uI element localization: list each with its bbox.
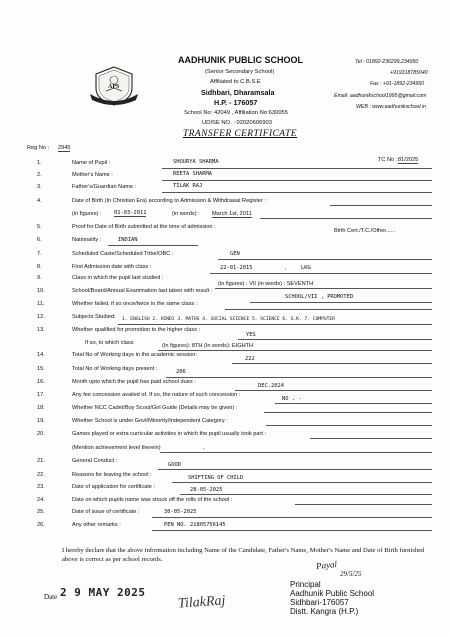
row-label: Whether School is under Govt/Minority/Independent Category : [72,418,228,424]
row-number: 26. [37,522,45,528]
row-label: Name of Pupil : [72,160,111,166]
row-label: Any fee concession availed of. If so, the nature of such concession : [72,392,241,398]
school-address-1: Sidhbari, Dharamsala [201,88,275,97]
row-value: 1. ENGLISH 2. HINDI 3. MATHS 4. SOCIAL SCIENCE 5. SCIENCE 6. G.K. 7. COMPUTER [122,317,335,322]
row-number: 15. [37,366,45,372]
school-number: School No: 42049 , Affiliation No:630055 [184,110,288,116]
fax-number: Fax : +91-1892-234950 [370,81,425,87]
row-value: PEN NO. 21805756145 [164,522,226,528]
row-number: 22. [37,472,45,478]
row-line [310,438,432,439]
date-label: Date [44,593,58,601]
school-level: (Senior Secondary School) [205,69,275,75]
row-line [152,530,432,531]
row-value: 28-05-2025 [190,487,223,493]
row-number: 2. [37,172,42,178]
row-line [162,180,432,181]
row-line [260,218,432,219]
row-number: 17. [37,392,45,398]
row-line [225,309,432,310]
row-label: Date on which pupils name was struck off the rolls of the school : [72,497,233,503]
row-number: 12. [37,314,45,320]
row-line [295,504,432,505]
row-value: SHIFTING OF CHILD [188,475,244,481]
row-label: Proof for Date of Birth submitted at the time of admission : [72,224,216,230]
row-value: SCHOOL/VII , PROMOTED [285,294,354,300]
row-value: 22-01-2015 [220,265,253,271]
row-number: 1. [37,160,42,166]
row-label: Subjects Studied: [72,314,116,320]
row-number: 6. [37,237,42,243]
row-label: Any other remarks : [72,522,121,528]
row-line [235,390,432,391]
row-number: 3. [37,184,42,190]
row-number: 4. [37,198,42,204]
row-line [162,168,432,169]
tc-no-value: 81/2025 [398,157,419,163]
row-line [215,288,432,289]
certificate-title: TRANSFER CERTIFICATE [183,129,297,139]
date-stamp: 2 9 MAY 2025 [60,586,146,599]
row-value: YES [246,332,256,338]
principal-place-2: Distt. Kangra (H.P.) [290,607,359,616]
telephone-1: Tel : 01892-236299,234950 [355,59,419,65]
row-value: TILAK RAJ [173,183,203,189]
principal-title: Principal [290,580,321,589]
row-number: 18. [37,405,45,411]
row-number: 23. [37,484,45,490]
row-line [330,205,432,206]
declaration-text: I hereby declare that the above information including Name of the Candidate, Father's Name, Mother's Name and Date of Birth furnished above is correct as per school records. [62,547,425,563]
row-number: 19. [37,418,45,424]
row-value: Birth Cert./T.C./Other...... [334,228,396,234]
row-number: 16. [37,379,45,385]
row-label: Class in which the pupil last studied : [72,275,164,281]
reg-no-value: 2945 [58,145,71,151]
dob-words-label: (in words) : [172,211,200,217]
row-label: If so, to which class [85,340,134,346]
email-address: Email: aadhunikschool1995@gmail.com [334,93,427,99]
school-logo [88,64,140,108]
row-value: GEN [230,251,240,257]
school-affiliation: Affiliated to C.B.S.E [210,79,261,85]
row-label: Reasons for leaving the school : [72,472,152,478]
row-line [232,363,432,364]
row-value: 206 [176,369,186,375]
row-label: Mother's Name : [72,172,113,178]
row-value: (In figures): 8TH (In words): EIGHTH [162,343,254,349]
row-value: NO , - [282,396,302,402]
row-line [158,469,432,470]
row-label: Total No of Working days present : [72,366,158,372]
row-line [158,350,432,351]
row-label: Month upto which the pupil has paid school dues : [72,379,196,385]
row-label: Whether qualified for promotion to the higher class : [72,327,201,333]
row-value: - [202,446,206,452]
row-label: Date of issue of certificate : [72,509,140,515]
dob-figures-value: 01-03-2011 [114,210,147,216]
row-number: 20. [37,431,45,437]
dob-words-value: March 1st, 2011 [212,211,252,217]
row-label: Whether failed, if so once/twice in the same class : [72,301,198,307]
row-line [118,324,432,325]
row-number: 13. [37,327,45,333]
row-line [250,302,432,303]
row-line [218,259,432,260]
row-label: School/Board/Annual Examination last taken with result : [72,288,213,294]
tc-no-label: TC No : [378,157,398,163]
row-number: 25. [37,509,45,515]
row-line [160,452,432,453]
row-label: Whether NCC Cadet/Boy Scout/Girl Guide (Details may be given) : [72,405,238,411]
row-line [152,517,432,518]
udise-number: UDISE NO. : 02020606903 [202,120,272,126]
row-line [264,412,432,413]
row-line [266,425,432,426]
row-label: First Admission date with class : [72,264,152,270]
row-label: Scheduled Caste/Scheduled Tribe/OBC : [72,251,174,257]
row-label: (Mention achievement level therein) [72,445,161,451]
row-number: 5. [37,224,42,230]
row-separator: , [285,265,287,271]
row-line [172,482,432,483]
row-label: Date of Birth (In Christian Era) according to Admission & Withdrawal Register : [72,198,266,204]
school-address-2: H.P. - 176057 [214,98,258,107]
row-number: 8. [37,264,42,270]
row-label: Games played or extra curricular activities in which the pupil usually took part : [72,431,267,437]
row-value: REETA SHARMA [173,171,212,177]
row-label: Father's/Guardian Name : [72,184,137,190]
row-value: GOOD [168,462,181,468]
row-value: INDIAN [118,237,138,243]
row-label: Total No of Working days in the academic session: [72,352,197,358]
row-line [238,339,432,340]
logo-text: APS [108,84,120,90]
principal-signature: Payal [315,558,338,572]
row-line [166,377,432,378]
row-number: 10. [37,288,45,294]
reg-no-label: Reg No : [27,145,50,151]
principal-school: Aadhunik Public School [290,589,375,598]
row-value: (in figures) : VII (in words) : SEVENTH [218,281,314,287]
row-line [210,273,432,274]
row-line [162,192,432,193]
row-value: SHOURYA SHARMA [173,159,219,165]
row-number: 21. [37,458,45,464]
row-line [108,245,198,246]
pupil-signature: TilakRaj [177,593,226,612]
row-number: 24. [37,497,45,503]
row-line [275,403,432,404]
row-number: 11. [37,301,45,307]
website: WEB : www.aadhunikschool.in [356,104,427,110]
principal-sign-date: 29/5/25 [340,570,362,578]
school-name: AADHUNIK PUBLIC SCHOOL [178,55,303,65]
row-label: General Conduct : [72,458,118,464]
principal-place-1: Sidhbari-176057 [290,598,349,607]
row-line [180,494,432,495]
dob-figures-label: (in figures) : [72,211,102,217]
row-number: 9. [37,275,42,281]
row-value: 30-05-2025 [164,509,197,515]
row-label: Nationality : [72,237,102,243]
row-number: 7. [37,251,42,257]
row-value: DEC.2024 [258,383,284,389]
row-value: 222 [245,356,255,362]
row-label: Date of application for certificate : [72,484,156,490]
telephone-2: +919318785040 [390,70,428,76]
row-value-class: LKG [301,265,311,271]
row-number: 14. [37,352,45,358]
